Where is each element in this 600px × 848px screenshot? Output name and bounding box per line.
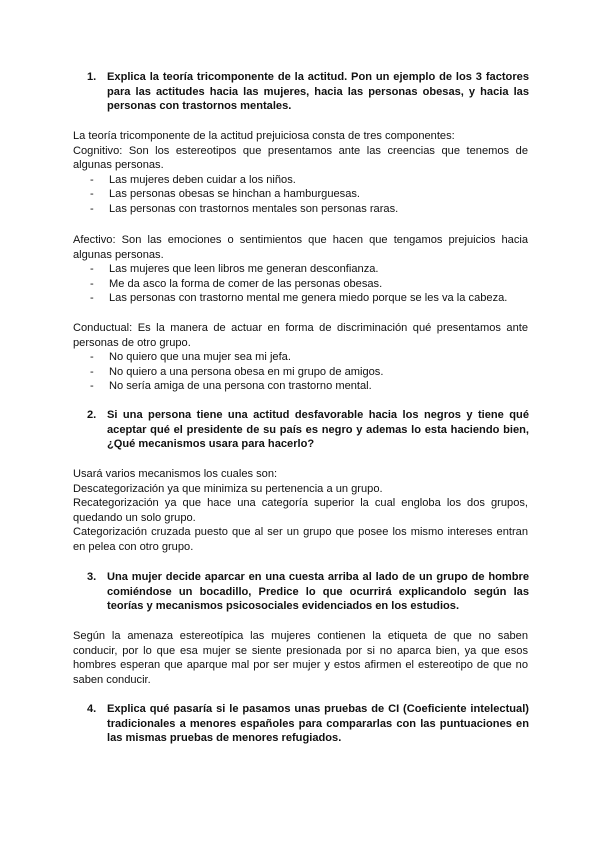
list-item: - Las personas con trastornos mentales son personas raras. xyxy=(90,202,399,215)
list-item: - Las mujeres deben cuidar a los niños. xyxy=(90,173,296,186)
behavioral-section xyxy=(73,321,528,394)
answer-2 xyxy=(73,467,528,555)
dash-marker: - xyxy=(90,292,94,305)
dash-marker: - xyxy=(90,173,94,186)
affective-section xyxy=(73,233,528,306)
answer-3-text: Según la amenaza estereotípica las mujeres contienen la etiqueta de que no saben conducir, por lo que esa mujer se siente presionada por si no aparca bien, ya que esos hombres esperan que aparque mal por ser mujer y estos afirmen el estereotipo de que no saben conducir. xyxy=(73,630,528,686)
answer-2-line: Usará varios mecanismos los cuales son: xyxy=(73,468,278,480)
answer-2-line: Descategorización ya que minimiza su pertenencia a un grupo. xyxy=(73,482,383,495)
question-4 xyxy=(89,702,529,746)
answer-2-line: Recategorización ya que hace una categoría superior la cual engloba los dos grupos, quedando un solo grupo. xyxy=(73,497,528,524)
behavioral-examples xyxy=(73,350,528,394)
list-item: - No quiero a una persona obesa en mi grupo de amigos. xyxy=(90,365,384,378)
answer-2-line: Categorización cruzada puesto que al ser un grupo que posee los mismo intereses entran en pelea con otro grupo. xyxy=(73,526,528,553)
affective-definition: Afectivo: Son las emociones o sentimientos que hacen que tengamos prejuicios hacia algunas personas. xyxy=(73,234,528,261)
question-number: 4. xyxy=(87,703,97,715)
dash-marker: - xyxy=(90,188,94,201)
question-number: 2. xyxy=(87,409,97,421)
question-number: 3. xyxy=(87,571,97,583)
dash-marker: - xyxy=(90,380,94,393)
question-1 xyxy=(89,70,529,114)
dash-marker: - xyxy=(90,351,94,364)
answer-3 xyxy=(73,629,528,687)
question-text: Si una persona tiene una actitud desfavorable hacia los negros y tiene qué aceptar qué el presidente de su país es negro y ademas lo esta haciendo bien, ¿Qué mecanismos usara para hacerlo? xyxy=(107,409,529,451)
dash-marker: - xyxy=(90,202,94,215)
list-item: - Las personas obesas se hinchan a hamburguesas. xyxy=(90,188,361,201)
list-item: - Las mujeres que leen libros me generan desconfianza. xyxy=(90,263,379,276)
dash-marker: - xyxy=(90,263,94,276)
list-item: - Las personas con trastorno mental me genera miedo porque se les va la cabeza. xyxy=(90,292,508,305)
answer-1 xyxy=(73,129,528,217)
list-item: - Me da asco la forma de comer de las personas obesas. xyxy=(90,277,383,290)
question-number: 1. xyxy=(87,71,97,83)
dash-marker: - xyxy=(90,365,94,378)
cognitive-examples xyxy=(73,173,528,217)
dash-marker: - xyxy=(90,277,94,290)
list-item: - No sería amiga de una persona con trastorno mental. xyxy=(90,380,372,393)
behavioral-definition: Conductual: Es la manera de actuar en forma de discriminación qué presentamos ante personas de otro grupo. xyxy=(73,322,528,349)
question-text: Explica qué pasaría si le pasamos unas pruebas de CI (Coeficiente intelectual) tradicionales a menores españoles para compararlas con las puntuaciones en las mismas pruebas de menores refugiados. xyxy=(107,703,529,745)
affective-examples xyxy=(73,262,528,306)
question-text: Una mujer decide aparcar en una cuesta arriba al lado de un grupo de hombre comiéndose un bocadillo, Predice lo que ocurrirá explicandolo según las teorías y mecanismos psicosociales evidenciados en los estudios. xyxy=(107,571,529,613)
list-item: - No quiero que una mujer sea mi jefa. xyxy=(90,351,291,364)
question-text: Explica la teoría tricomponente de la actitud. Pon un ejemplo de los 3 factores para las actitudes hacia las mujeres, hacia las personas obesas, y hacia las personas con trastornos mentales. xyxy=(107,71,529,113)
question-2 xyxy=(89,408,529,452)
question-3 xyxy=(89,570,529,614)
cognitive-definition: Cognitivo: Son los estereotipos que presentamos ante las creencias que tenemos de algunas personas. xyxy=(73,144,528,172)
answer-1-intro: La teoría tricomponente de la actitud prejuiciosa consta de tres componentes: xyxy=(73,130,455,142)
